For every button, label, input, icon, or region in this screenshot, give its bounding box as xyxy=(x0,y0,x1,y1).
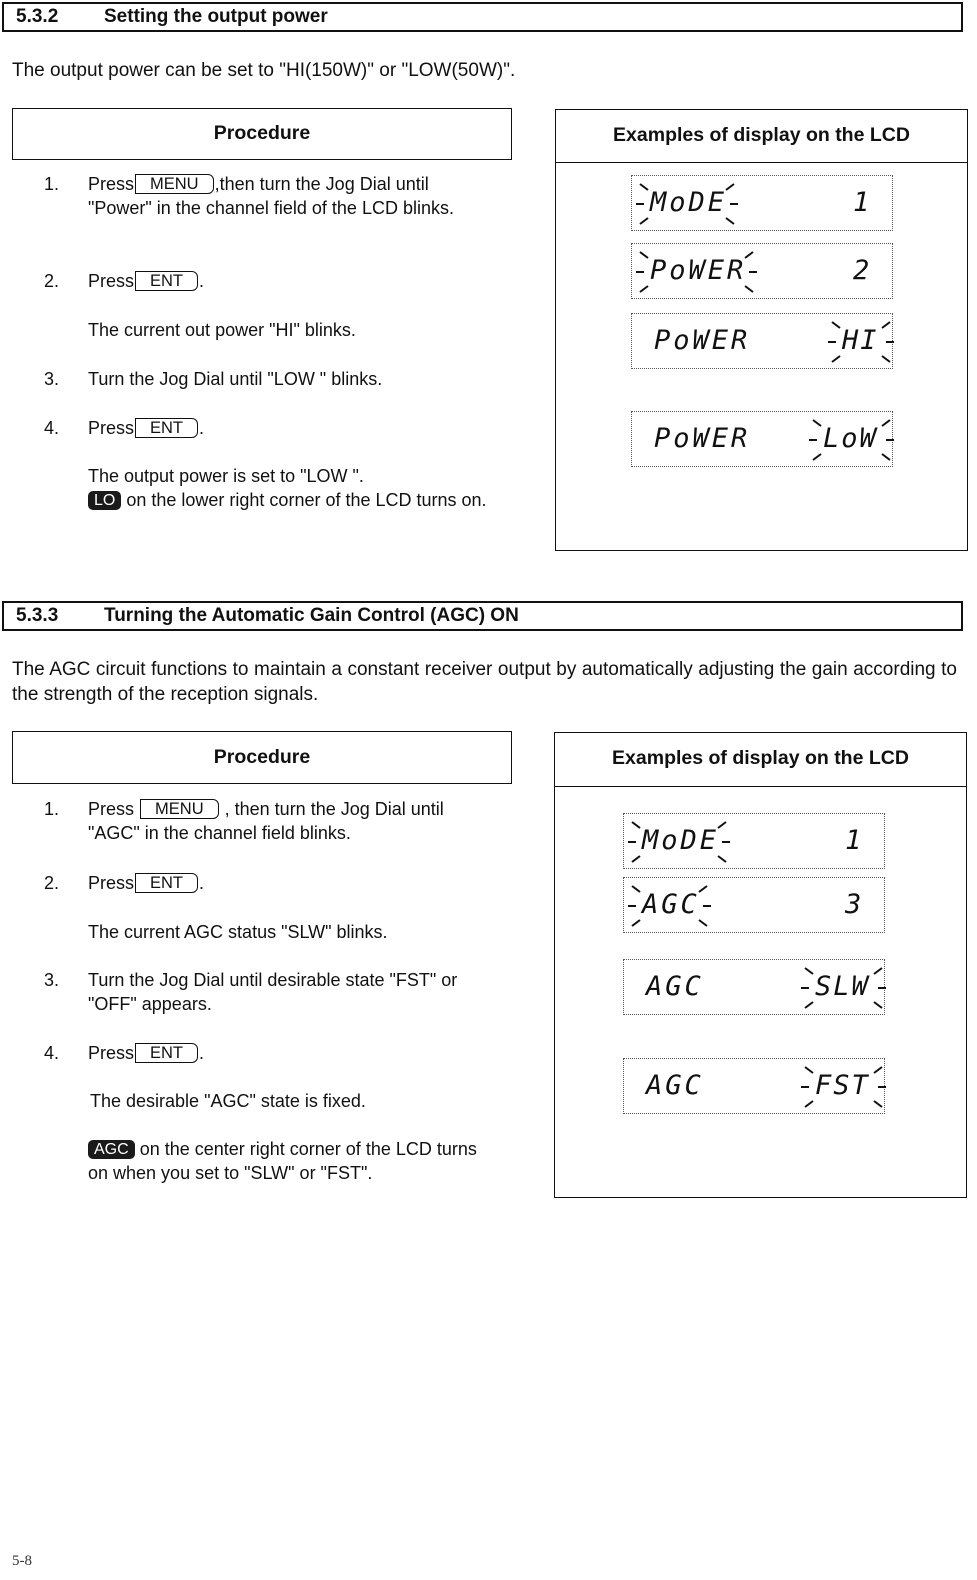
blink-tick xyxy=(874,1101,882,1107)
blink-tick xyxy=(805,1002,813,1008)
lcd-field-label: PoWER xyxy=(650,255,747,286)
procedure-heading: Procedure xyxy=(12,108,512,160)
section-title: Setting the output power xyxy=(104,6,328,27)
blink-tick xyxy=(874,1067,882,1073)
lcd-field-value: 1 xyxy=(853,187,872,218)
blink-tick xyxy=(718,822,726,828)
lcd-display xyxy=(623,959,885,1015)
blink-tick xyxy=(640,184,648,190)
blink-tick xyxy=(640,286,648,292)
lcd-field-label: MoDE xyxy=(642,825,720,856)
lcd-field-value: 3 xyxy=(845,889,864,920)
ent-key: ENT xyxy=(135,1043,198,1063)
ent-key: ENT xyxy=(135,271,198,291)
blink-tick xyxy=(805,1101,813,1107)
blink-tick xyxy=(832,356,840,362)
lcd-examples-heading: Examples of display on the LCD xyxy=(555,733,966,787)
blink-tick xyxy=(813,454,821,460)
lcd-display xyxy=(623,1058,885,1114)
lcd-field-value: 1 xyxy=(845,825,864,856)
lcd-display xyxy=(631,243,893,299)
blink-tick xyxy=(882,454,890,460)
lcd-display xyxy=(623,877,885,933)
blink-tick xyxy=(874,968,882,974)
section-intro: The output power can be set to "HI(150W)" or "LOW(50W)". xyxy=(12,60,516,81)
blink-tick xyxy=(632,886,640,892)
lcd-display xyxy=(631,411,893,467)
blink-tick xyxy=(699,886,707,892)
blink-tick xyxy=(805,1067,813,1073)
section-number: 5.3.3 xyxy=(16,605,59,626)
section-number: 5.3.2 xyxy=(16,6,59,27)
lcd-field-label: MoDE xyxy=(650,187,728,218)
lcd-examples-heading: Examples of display on the LCD xyxy=(556,110,967,163)
section-heading-5-3-3 xyxy=(2,601,963,631)
lcd-display xyxy=(631,175,893,231)
lo-indicator: LO xyxy=(88,491,121,510)
lcd-field-value: HI xyxy=(842,325,879,356)
lcd-field-label: AGC xyxy=(646,1070,704,1101)
blink-tick xyxy=(632,920,640,926)
menu-key: MENU xyxy=(135,174,214,194)
blink-tick xyxy=(726,184,734,190)
page-number: 5-8 xyxy=(12,1553,32,1569)
ent-key: ENT xyxy=(135,873,198,893)
ent-key: ENT xyxy=(135,418,198,438)
blink-tick xyxy=(640,252,648,258)
blink-tick xyxy=(882,420,890,426)
menu-key: MENU xyxy=(140,799,219,819)
lcd-field-label: PoWER xyxy=(654,325,751,356)
lcd-field-value: SLW xyxy=(815,971,870,1002)
lcd-field-value: LoW xyxy=(823,423,878,454)
blink-tick xyxy=(632,822,640,828)
lcd-field-label: AGC xyxy=(642,889,700,920)
agc-indicator: AGC xyxy=(88,1140,135,1159)
blink-tick xyxy=(805,968,813,974)
procedure-heading: Procedure xyxy=(12,731,512,784)
lcd-display xyxy=(623,813,885,869)
lcd-field-value: 2 xyxy=(853,255,872,286)
blink-tick xyxy=(632,856,640,862)
blink-tick xyxy=(813,420,821,426)
blink-tick xyxy=(718,856,726,862)
blink-tick xyxy=(882,322,890,328)
lcd-field-label: AGC xyxy=(646,971,704,1002)
blink-tick xyxy=(699,920,707,926)
blink-tick xyxy=(874,1002,882,1008)
blink-tick xyxy=(832,322,840,328)
lcd-field-value: FST xyxy=(815,1070,870,1101)
blink-tick xyxy=(640,218,648,224)
lcd-display xyxy=(631,313,893,369)
lcd-field-label: PoWER xyxy=(654,423,751,454)
section-title: Turning the Automatic Gain Control (AGC) ON xyxy=(104,605,519,626)
section-heading-5-3-2 xyxy=(2,2,963,32)
blink-tick xyxy=(726,218,734,224)
section-intro: The AGC circuit functions to maintain a constant receiver output by automatically adjusting the gain according to the strength of the reception signals. xyxy=(12,659,957,705)
blink-tick xyxy=(882,356,890,362)
